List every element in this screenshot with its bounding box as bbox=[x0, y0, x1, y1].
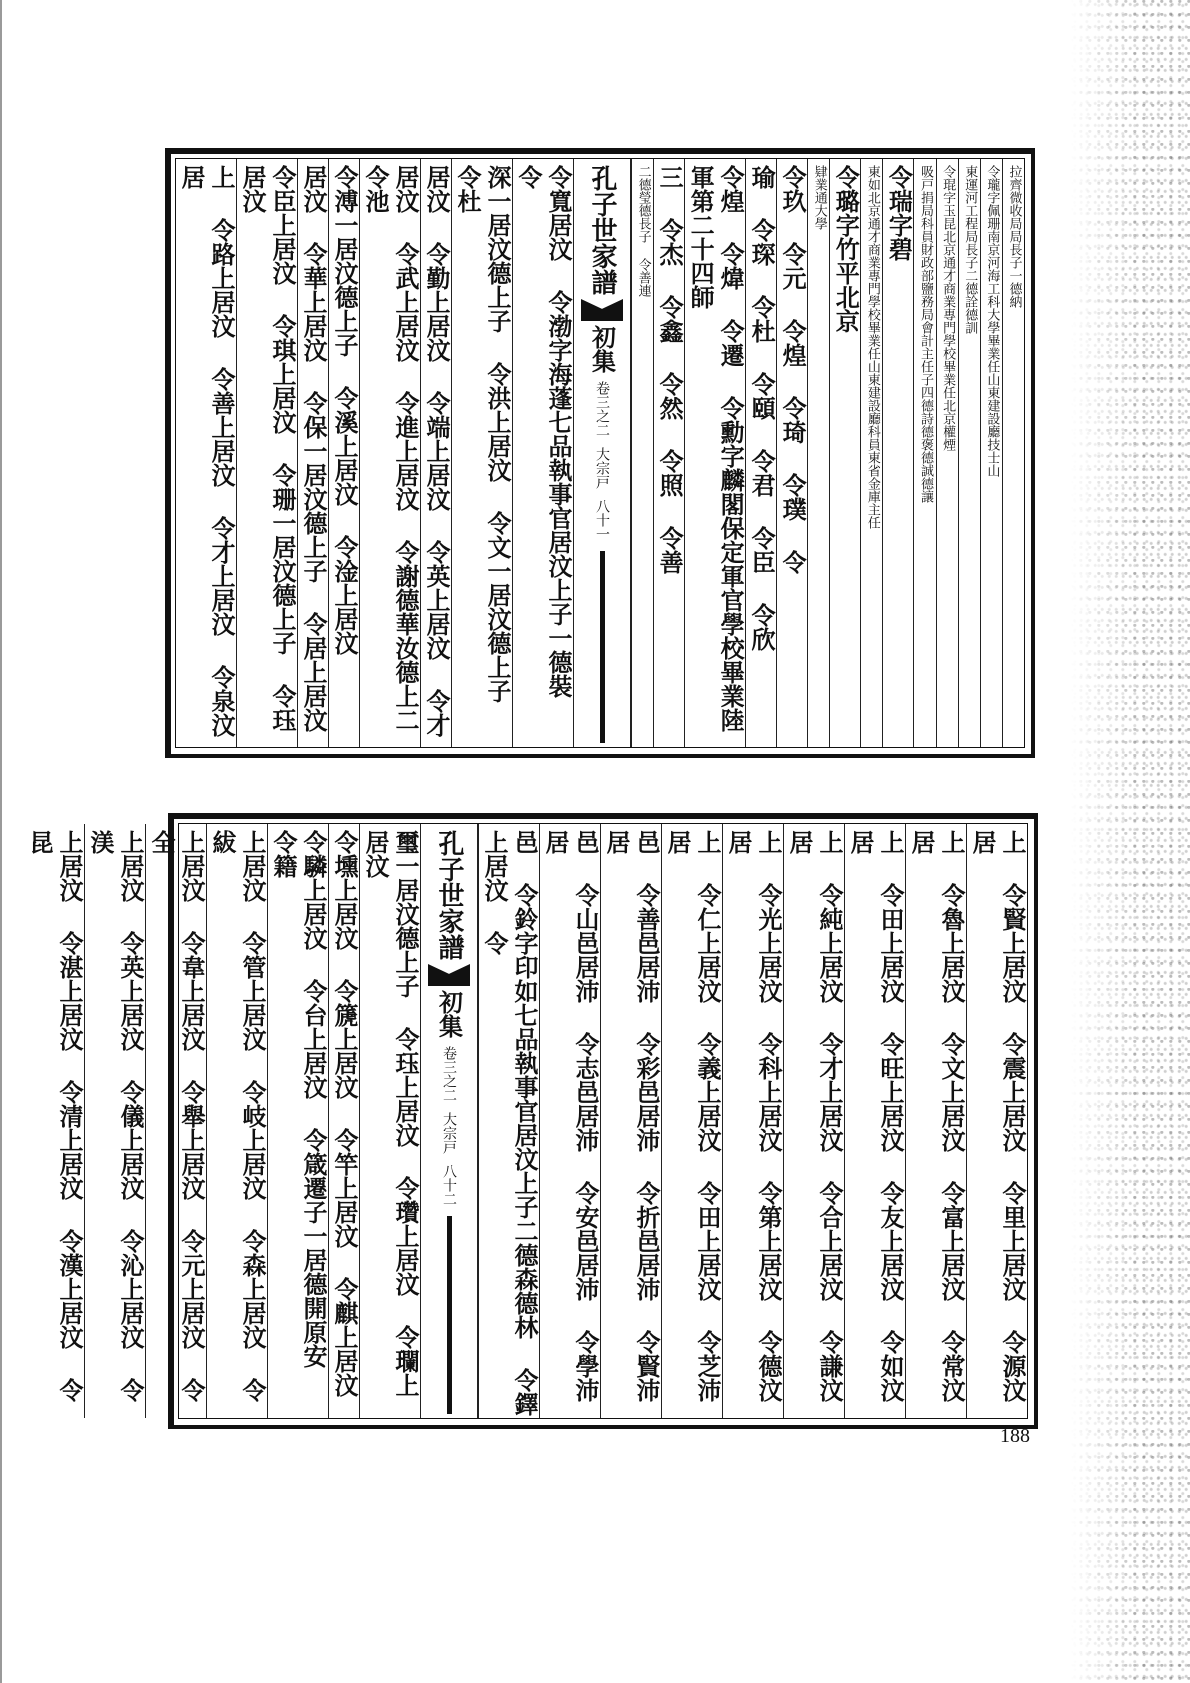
lower-left-half bbox=[24, 824, 420, 1418]
text-column: 居汶 令華上居汶 令保一居汶德上子 令居上居汶 bbox=[297, 159, 328, 747]
text-column: 上 令純上居汶 令才上居汶 令合上居汶 令謙汶居 bbox=[783, 824, 844, 1418]
text-column: 上 令路上居汶 令善上居汶 令才上居汶 令泉汶居 bbox=[177, 165, 236, 737]
text-column: 東運河工程局長子二德詮德訓 bbox=[958, 159, 980, 747]
folio-number: 八十一 bbox=[594, 499, 610, 541]
text-column: 上居汶 令管上居汶 令岐上居汶 令森上居汶 令紱 bbox=[206, 824, 267, 1418]
folio-number: 八十二 bbox=[441, 1164, 457, 1206]
text-column: 璽一居汶德上子 令珏上居汶 令瓚上居汶 令瓓上居汶 bbox=[359, 824, 420, 1418]
text-column: 瑜 令琛 令杜 令頤 令君 令臣 令欣 bbox=[745, 159, 776, 747]
scan-edge-noise bbox=[1070, 0, 1190, 1683]
volume-label: 初集 bbox=[587, 325, 617, 373]
text-column: 令寬居汶 令渤字海蓬七品執事官居汶上子一德裝 令 bbox=[512, 159, 573, 747]
text-column: 三 令杰 令鑫 令然 令照 令善 bbox=[653, 159, 684, 747]
text-column: 上居汶 令湛上居汶 令清上居汶 令漢上居汶 令昆 bbox=[25, 830, 84, 1402]
household-label: 大宗戸 bbox=[594, 447, 610, 489]
text-column: 東如北京通才商業專門學校畢業任山東建設廳科員東省金庫主任 bbox=[860, 159, 882, 747]
book-title: 孔子世家譜 bbox=[587, 165, 617, 295]
text-column: 令琨字玉昆北京通才商業專門學校畢業任北京權煙 bbox=[936, 159, 958, 747]
text-column: 肄業通大學 bbox=[807, 159, 829, 747]
page-gutter-line bbox=[0, 0, 2, 1683]
juan-label: 卷三之二 bbox=[441, 1046, 457, 1102]
text-column: 令瑞字碧 bbox=[882, 159, 913, 747]
text-column: 上 令光上居汶 令科上居汶 令第上居汶 令德汶居 bbox=[722, 824, 783, 1418]
text-column: 二德瑩德長子 令善連 bbox=[631, 159, 653, 747]
text-column: 邑 令鈴字印如七品執事官居汶上子二德森德林 令鐸上居汶 令 bbox=[478, 824, 539, 1418]
upper-genealogy-sheet bbox=[165, 148, 1035, 758]
text-column: 令瓏字佩珊南京河海工科大學畢業任山東建設廳技士山 bbox=[980, 159, 1002, 747]
text-column: 居汶 令勤上居汶 令端上居汶 令英上居汶 令才 bbox=[420, 159, 451, 747]
page-number: 188 bbox=[1000, 1425, 1030, 1447]
text-column: 令臣上居汶 令琪上居汶 令珊一居汶德上子 令珏居汶 bbox=[236, 159, 297, 747]
text-column: 邑 令善邑居沛 令彩邑居沛 令折邑居沛 令賢沛居 bbox=[600, 824, 661, 1418]
lower-genealogy-sheet bbox=[25, 813, 1038, 1429]
volume-label: 初集 bbox=[434, 990, 464, 1038]
text-column: 邑 令山邑居沛 令志邑居沛 令安邑居沛 令學沛居 bbox=[539, 824, 600, 1418]
text-column: 令溥一居汶德上子 令溪上居汶 令淦上居汶 bbox=[328, 159, 359, 747]
text-column: 上 令魯上居汶 令文上居汶 令富上居汶 令常汶居 bbox=[905, 824, 966, 1418]
lower-right-half bbox=[478, 824, 1027, 1418]
text-column: 令璐字竹平北京 bbox=[829, 159, 860, 747]
fishtail-mark bbox=[428, 964, 470, 986]
text-column: 吸戸捐局科員財政部鹽務局會計主任子四德詩德褒德誠德讓 bbox=[913, 159, 935, 747]
text-column: 居汶 令武上居汶 令進上居汶 令謝德華汝德上二 令池 bbox=[359, 159, 420, 747]
text-column: 深一居汶德上子 令洪上居汶 令文一居汶德上子 令杜 bbox=[451, 159, 512, 747]
text-column: 拉齊微收局局長子一德納 bbox=[1002, 159, 1024, 747]
fishtail-mark bbox=[581, 299, 623, 321]
text-column: 令玖 令元 令煌 令琦 令璞 令 bbox=[776, 159, 807, 747]
text-column: 令壎上居汶 令篪上居汶 令竿上居汶 令麒上居汶 bbox=[328, 824, 359, 1418]
text-column: 上 令賢上居汶 令震上居汶 令里上居汶 令源汶居 bbox=[966, 824, 1027, 1418]
text-column: 上居汶 令韋上居汶 令舉上居汶 令元上居汶 令全 bbox=[145, 824, 206, 1418]
text-column: 令驎上居汶 令台上居汶 令箴遷子一居德開原安 令籍 bbox=[267, 824, 328, 1418]
juan-label: 卷三之二 bbox=[594, 381, 610, 437]
center-spine bbox=[420, 824, 478, 1418]
upper-left-half bbox=[176, 159, 573, 747]
center-spine bbox=[573, 159, 631, 747]
upper-right-half bbox=[631, 159, 1024, 747]
book-title: 孔子世家譜 bbox=[434, 830, 464, 960]
text-column: 上 令田上居汶 令旺上居汶 令友上居汶 令如汶居 bbox=[844, 824, 905, 1418]
text-column: 上 令仁上居汶 令義上居汶 令田上居汶 令芝沛居 bbox=[661, 824, 722, 1418]
household-label: 大宗戸 bbox=[441, 1112, 457, 1154]
spine-bar bbox=[600, 551, 605, 743]
text-column: 令煌 令煒 令遷 令勳字麟閣保定軍官學校畢業陸軍第二十四師 bbox=[684, 159, 745, 747]
spine-bar bbox=[447, 1216, 452, 1414]
text-column: 上居汶 令英上居汶 令儀上居汶 令沁上居汶 令渼 bbox=[84, 824, 145, 1418]
